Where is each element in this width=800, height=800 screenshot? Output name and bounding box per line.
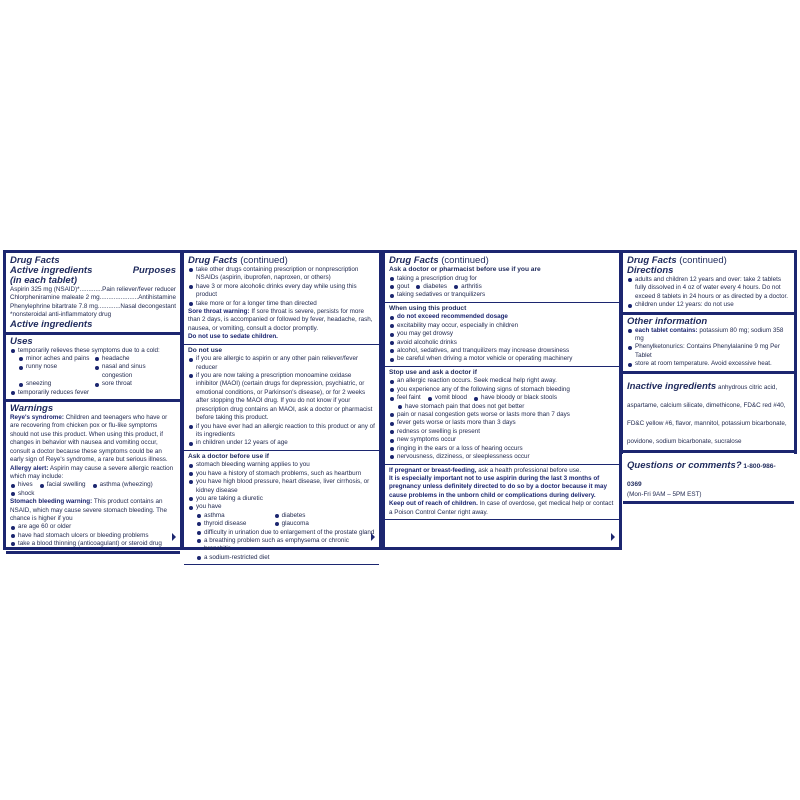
item-text: take more or for a longer time than directed — [196, 299, 317, 307]
bullet-item — [627, 301, 790, 309]
label-section — [6, 335, 180, 402]
paragraph — [188, 308, 375, 333]
ingredient-name: Chlorpheniramine maleate 2 mg — [10, 294, 100, 302]
bullet-item: thyroid disease — [196, 520, 268, 528]
ingredient-purpose: Antihistamine — [138, 294, 176, 302]
section-heading: Inactive ingredients — [627, 380, 717, 392]
item-text: adults and children 12 years and over: take 2 tablets fully dissolved in 4 oz of water every 4 hours. Do not exceed 8 tablets in 24 hours or as directed by a doctor. — [635, 276, 788, 300]
bold-lead: Keep out of reach of children. — [389, 500, 478, 508]
label-section — [184, 451, 379, 565]
bullet-item — [389, 386, 615, 394]
bold-lead: It is especially important not to use aspirin during the last 3 months of pregnancy unless definitely directed to do so by a doctor because it may cause problems in the unborn child or complications during delivery. — [389, 474, 607, 499]
item-text: if you have ever had an allergic reaction to this product or any of its ingredients — [196, 422, 375, 438]
bullet-item: feel faint — [389, 394, 421, 402]
continued-text: (continued) — [676, 255, 727, 266]
bullet-item — [10, 540, 176, 548]
panel-title-text: Drug Facts — [10, 255, 60, 266]
continue-arrow-icon — [611, 533, 615, 541]
bullet-item — [627, 343, 790, 360]
label-section — [623, 453, 794, 504]
bullet-item — [389, 291, 615, 299]
inline-section — [627, 455, 790, 499]
item-text: ask a health professional before use. — [476, 466, 582, 474]
bullet-row — [10, 481, 176, 498]
bullet-item — [188, 423, 375, 440]
item-text: excitability may occur, especially in children — [397, 321, 519, 329]
bullet-item — [188, 439, 375, 447]
bullet-item — [627, 327, 790, 344]
bullet-item — [188, 461, 375, 469]
dot-leader — [100, 294, 139, 302]
bullet-item — [188, 503, 375, 511]
bullet-item: diabetes — [274, 512, 346, 520]
item-text: you are taking a diuretic — [196, 494, 263, 502]
panel-title — [188, 255, 375, 266]
bullet-item — [627, 276, 790, 301]
section-subheading: Ask a doctor or pharmacist before use if you are — [389, 266, 541, 273]
item-text: in children under 12 years of age — [196, 439, 288, 447]
bullet-item — [389, 436, 615, 444]
label-section — [623, 315, 794, 374]
item-text: you may get drowsy — [397, 330, 453, 338]
bullet-item — [188, 495, 375, 503]
item-text: you have a history of stomach problems, such as heartburn — [196, 469, 362, 477]
inactive-ingredients-list: anhydrous citric acid, aspartame, calcium silicate, dimethicone, FD&C red #40, FD&C yellow #6, flavor, mannitol, potassium bicarbonate, povidone, sodium bicarbonate, sucralose — [627, 383, 787, 445]
paragraph — [10, 414, 176, 464]
item-text: redness or swelling is present — [397, 427, 480, 435]
item-text: If sore throat is severe, persists for more than 2 days, is accompanied or followed by fever, headache, rash, nausea, or vomiting, consult a doctor promptly. — [188, 308, 373, 332]
item-text: This product contains an NSAID, which may cause severe stomach bleeding. The chance is higher if you — [10, 498, 168, 522]
item-text: you have high blood pressure, heart disease, liver cirrhosis, or kidney disease — [196, 478, 370, 494]
item-text: store at room temperature. Avoid excessive heat. — [635, 360, 772, 368]
bullet-item — [389, 377, 615, 385]
bullet-item: headache — [94, 355, 170, 363]
paragraph — [389, 467, 615, 475]
item-text: In case of overdose, get medical help or contact a Poison Control Center right away. — [389, 500, 614, 516]
ingredient-name: Aspirin 325 mg (NSAID)* — [10, 286, 80, 293]
bullet-item — [389, 330, 615, 338]
paragraph — [10, 465, 176, 482]
ingredient-row — [10, 294, 176, 302]
label-section — [184, 253, 379, 345]
bullet-item: shock — [10, 490, 34, 498]
ingredient-purpose: Pain reliever/fever reducer — [102, 286, 176, 293]
item-text: Children and teenagers who have or are recovering from chicken pox or flu-like symptoms should not use this product. When using this product, if changes in behavior with nausea and vomiting occur, consult a doctor because these symptoms could be an early sign of Reye's syndrome, a rare but serious illness. — [10, 414, 168, 464]
label-section — [385, 465, 619, 520]
drug-facts-panel — [620, 250, 797, 498]
continued-text: (continued) — [438, 255, 489, 266]
item-text: take a blood thinning (anticoagulant) or steroid drug — [18, 540, 162, 548]
item-text: take other drugs containing prescription or nonprescription NSAIDs (aspirin, ibuprofen, naproxen, or others) — [196, 266, 359, 282]
drug-facts-panel — [3, 250, 183, 550]
bullet-item — [188, 372, 375, 422]
bullet-item — [188, 537, 375, 554]
hours-text: (Mon-Fri 9AM – 5PM EST) — [627, 490, 702, 498]
phone-number: 1-800-986-0369 — [627, 462, 776, 488]
bullet-item: sneezing — [18, 380, 94, 388]
bullet-item — [188, 529, 375, 537]
bullet-item — [188, 478, 375, 495]
item-text: Aspirin may cause a severe allergic reaction which may include: — [10, 464, 174, 480]
bullet-item: diabetes — [415, 283, 447, 291]
bullet-row — [389, 394, 615, 402]
paragraph — [10, 498, 176, 523]
bullet-item — [188, 300, 375, 308]
bullet-item: sore throat — [94, 380, 170, 388]
item-text: taking a prescription drug for — [397, 274, 477, 282]
ingredient-purpose: Nasal decongestant — [120, 302, 176, 310]
item-text: children under 12 years: do not use — [635, 301, 734, 309]
item-text: difficulty in urination due to enlargement of the prostate gland — [204, 528, 375, 536]
drug-facts-panel — [181, 250, 382, 561]
bullet-item — [389, 347, 615, 355]
ingredient-name: Phenylephrine bitartrate 7.8 mg — [10, 302, 98, 310]
item-text: new symptoms occur — [397, 436, 457, 444]
bullet-item: glaucoma — [274, 520, 346, 528]
bullet-item — [389, 445, 615, 453]
item-text: a sodium-restricted diet — [204, 553, 270, 561]
bullet-item — [627, 360, 790, 368]
bullet-item — [389, 428, 615, 436]
item-text: have 3 or more alcoholic drinks every day while using this product — [196, 282, 357, 299]
section-heading: Active ingredients — [10, 318, 93, 330]
active-ingredients-heading: Active ingredients — [10, 265, 93, 276]
section-heading: Uses — [10, 335, 33, 347]
bullet-item: minor aches and pains — [18, 355, 94, 363]
item-text: if you are now taking a prescription monoamine oxidase inhibitor (MAOI) (certain drugs for depression, psychiatric, or emotional conditions, or Parkinson's disease), or for 2 weeks after stopping the MAOI drug. If you do not know if your prescription drug contains an MAOI, ask a doctor or pharmacist before taking this product. — [196, 372, 373, 422]
bullet-item — [188, 470, 375, 478]
bullet-item: asthma — [196, 512, 268, 520]
bullet-item — [389, 403, 615, 411]
bold-lead: Stomach bleeding warning: — [10, 498, 93, 506]
bullet-item — [10, 523, 176, 531]
panel-title-text: Drug Facts — [627, 255, 677, 266]
bullet-item — [389, 355, 615, 363]
bullet-item — [188, 355, 375, 372]
bullet-item — [188, 266, 375, 283]
section-subheading: Stop use and ask a doctor if — [389, 368, 477, 376]
label-section — [385, 303, 619, 367]
paragraph — [188, 333, 375, 341]
item-text: are age 60 or older — [18, 523, 72, 531]
item-text: a breathing problem such as emphysema or chronic bronchitis — [204, 536, 349, 553]
bullet-item: facial swelling — [39, 481, 86, 489]
bullet-item — [10, 532, 176, 540]
bullet-item — [389, 322, 615, 330]
item-text: Phenylketonurics: Contains Phenylalanine 9 mg Per Tablet — [635, 343, 780, 359]
bullet-row — [389, 283, 615, 291]
bullet-item — [389, 411, 615, 419]
label-section — [385, 367, 619, 465]
bullet-item: asthma (wheezing) — [92, 481, 153, 489]
footnote: *nonsteroidal anti-inflammatory drug — [10, 311, 112, 319]
item-text: ringing in the ears or a loss of hearing occurs — [397, 444, 523, 452]
section-heading: Directions — [627, 265, 674, 276]
label-section — [623, 253, 794, 315]
bullet-row — [188, 512, 375, 529]
bold-lead: Allergy alert: — [10, 464, 49, 472]
item-text: temporarily reduces fever — [18, 388, 90, 396]
bold-lead: If pregnant or breast-feeding, — [389, 466, 477, 474]
bullet-item — [188, 554, 375, 562]
continue-arrow-icon — [172, 533, 176, 541]
item-text: stomach bleeding warning applies to you — [196, 461, 310, 469]
item-text: taking sedatives or tranquilizers — [397, 291, 486, 299]
active-ingredients-subheading: (in each tablet) — [10, 275, 78, 286]
bold-lead: Reye's syndrome: — [10, 414, 64, 422]
bullet-row — [10, 355, 176, 389]
bullet-item — [389, 419, 615, 427]
section-subheading: When using this product — [389, 304, 467, 312]
item-text: if you are allergic to aspirin or any other pain reliever/fever reducer — [196, 355, 359, 371]
bullet-item — [389, 313, 615, 321]
paragraph — [389, 500, 615, 517]
item-text: pain or nasal congestion gets worse or lasts more than 7 days — [397, 411, 570, 419]
item-text: an allergic reaction occurs. Seek medical help right away. — [397, 377, 557, 385]
bullet-item: arthritis — [453, 283, 482, 291]
label-section — [623, 374, 794, 453]
item-text: you experience any of the following signs of stomach bleeding — [397, 385, 570, 393]
item-text: temporarily relieves these symptoms due to a cold: — [18, 346, 160, 354]
item-text: avoid alcoholic drinks — [397, 338, 457, 346]
drug-facts-panel — [382, 250, 622, 550]
section-subheading: Do not use — [188, 346, 223, 354]
dot-leader — [98, 303, 120, 311]
section-heading: Other information — [627, 315, 708, 327]
label-section — [6, 253, 180, 335]
label-section — [6, 402, 180, 554]
bullet-item: runny nose — [18, 363, 94, 380]
continue-arrow-icon — [371, 533, 375, 541]
bullet-item — [389, 339, 615, 347]
label-section — [184, 345, 379, 451]
item-text: fever gets worse or lasts more than 3 days — [397, 419, 516, 427]
bold-lead: Do not use to sedate children. — [188, 333, 278, 341]
continued-text: (continued) — [237, 255, 288, 266]
purposes-heading: Purposes — [132, 265, 176, 276]
panel-title-text: Drug Facts — [188, 255, 238, 266]
bullet-item: hives — [10, 481, 33, 489]
item-text: be careful when driving a motor vehicle or operating machinery — [397, 355, 573, 363]
bold-lead: each tablet contains: — [635, 326, 698, 334]
paragraph — [389, 475, 615, 500]
inline-section — [627, 376, 790, 448]
item-text: you have — [196, 503, 222, 511]
bullet-item: gout — [389, 283, 409, 291]
bold-lead: do not exceed recommended dosage — [397, 313, 508, 321]
bullet-item — [389, 453, 615, 461]
item-text: alcohol, sedatives, and tranquilizers may increase drowsiness — [397, 347, 570, 355]
section-heading: Questions or comments? — [627, 459, 742, 471]
ingredient-row — [10, 286, 176, 294]
panel-title-text: Drug Facts — [389, 255, 439, 266]
bullet-item: have bloody or black stools — [473, 394, 557, 402]
dot-leader — [80, 286, 103, 294]
bullet-item — [188, 283, 375, 300]
item-text: have had stomach ulcers or bleeding problems — [18, 531, 149, 539]
bold-lead: Sore throat warning: — [188, 308, 250, 316]
bullet-item: nasal and sinus congestion — [94, 363, 170, 380]
item-text: have stomach pain that does not get better — [405, 402, 525, 410]
bullet-item — [389, 275, 615, 283]
item-text: nervousness, dizziness, or sleeplessness occur — [397, 453, 530, 461]
label-section — [385, 253, 619, 303]
ingredient-row — [10, 303, 176, 311]
panel-title — [389, 255, 615, 266]
item-text: potassium 80 mg; sodium 358 mg — [635, 326, 784, 343]
section-heading: Warnings — [10, 403, 54, 415]
bullet-item — [10, 347, 176, 355]
bullet-item — [10, 389, 176, 397]
section-subheading: Ask a doctor before use if — [188, 452, 269, 460]
bullet-item: vomit blood — [427, 394, 467, 402]
